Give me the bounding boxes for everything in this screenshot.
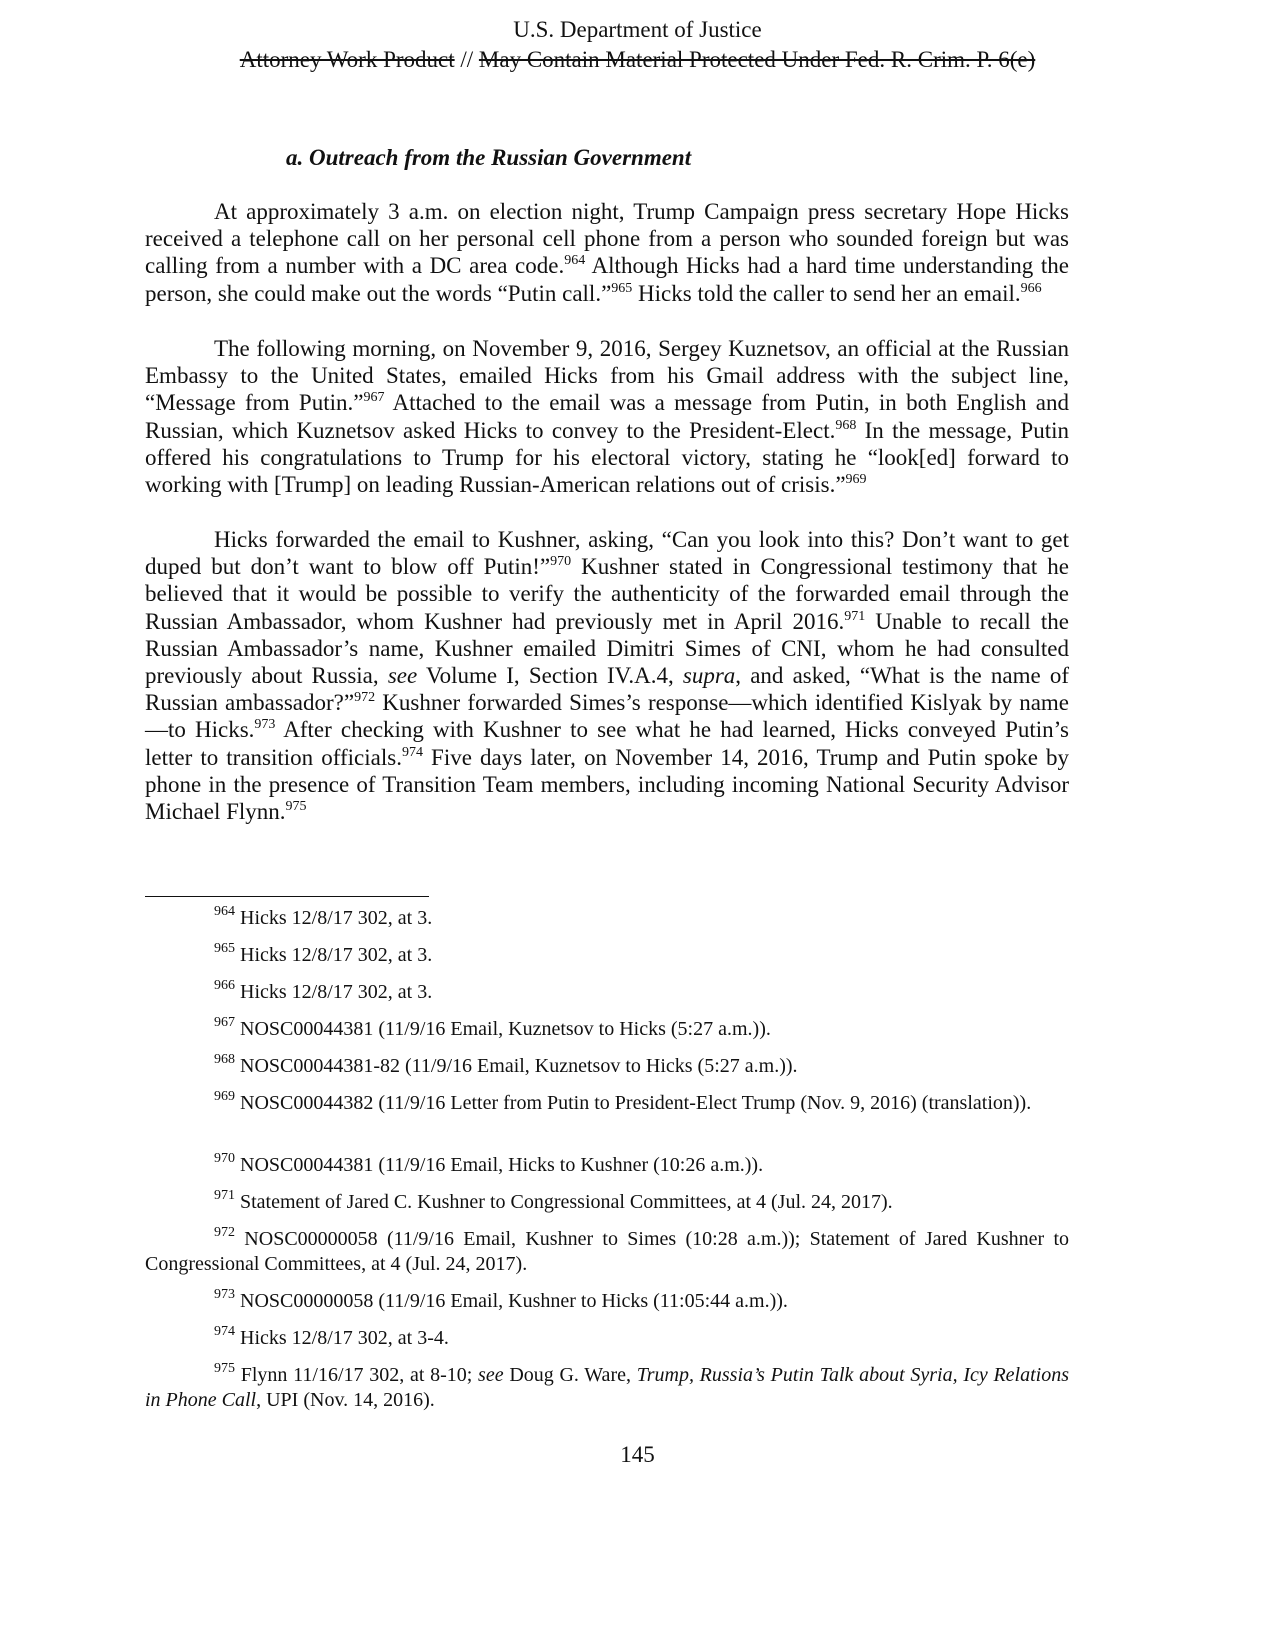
footnote-number: 972: [214, 1225, 235, 1240]
footnote-973: [145, 1289, 1069, 1314]
footnote-972: [145, 1227, 1069, 1276]
footnote-ref[interactable]: 964: [564, 253, 586, 269]
footnote-text: , UPI (Nov. 14, 2016).: [256, 1388, 435, 1411]
footnote-number: 966: [214, 978, 235, 993]
paragraph-text: Volume I, Section IV.A.4,: [417, 663, 683, 689]
header-department: U.S. Department of Justice: [513, 17, 762, 42]
footnote-ref[interactable]: 966: [1020, 280, 1042, 296]
footnote-text: Flynn 11/16/17 302, at 8-10;: [235, 1364, 479, 1386]
header-work-product-strikethrough: Attorney Work Product: [239, 47, 455, 72]
footnote-number: 965: [214, 941, 235, 956]
footnote-text: NOSC00044381 (11/9/16 Email, Kuznetsov to Hicks (5:27 a.m.)).: [235, 1018, 771, 1040]
footnote-ref[interactable]: 974: [401, 744, 423, 760]
page-number: 145: [620, 1442, 655, 1467]
footnote-text: Hicks 12/8/17 302, at 3-4.: [235, 1327, 449, 1349]
footnote-967: [145, 1017, 1069, 1042]
section-title: a. Outreach from the Russian Government: [286, 145, 692, 170]
footnote-966: [145, 980, 1069, 1005]
footnote-ref[interactable]: 968: [835, 417, 857, 433]
footnote-number: 973: [214, 1287, 235, 1302]
footnote-number: 974: [214, 1324, 235, 1339]
footnote-text: Hicks 12/8/17 302, at 3.: [235, 907, 433, 929]
footnote-975: [145, 1363, 1069, 1412]
paragraph-2: [145, 335, 1069, 498]
footnote-text: NOSC00044382 (11/9/16 Letter from Putin to President-Elect Trump (Nov. 9, 2016) (translation)).: [235, 1092, 1032, 1114]
footnote-ref[interactable]: 970: [550, 554, 572, 570]
footnote-ref[interactable]: 967: [363, 390, 385, 406]
paragraph-text: Five days later, on November 14, 2016, Trump and Putin spoke by phone in the presence of Transition Team members, including incoming National Security Advisor Michael Flynn.: [145, 744, 1070, 825]
footnote-text: NOSC00000058 (11/9/16 Email, Kushner to Simes (10:28 a.m.)); Statement of Jared Kushner to Congressional Committees, at 4 (Jul. 24, 2017).: [145, 1228, 1069, 1275]
footnote-number: 970: [214, 1151, 235, 1166]
footnote-971: [145, 1190, 1069, 1215]
footnote-text: Doug G. Ware,: [503, 1364, 637, 1386]
paragraph-text: Hicks forwarded the email to Kushner, asking, “Can you look into this? Don’t want to get duped but don’t want to blow off Putin!”: [145, 527, 1069, 580]
footnote-number: 975: [214, 1361, 235, 1376]
footnote-number: 964: [214, 904, 235, 919]
footnote-divider: [145, 896, 429, 897]
paragraph-text: The following morning, on November 9, 2016, Sergey Kuznetsov, an official at the Russian Embassy to the United States, emailed Hicks from his Gmail address with the subject line, “Message from Putin.”: [145, 336, 1069, 416]
italic-supra: supra: [682, 663, 736, 689]
footnote-text: NOSC00044381 (11/9/16 Email, Hicks to Kushner (10:26 a.m.)).: [235, 1154, 764, 1176]
footnote-text: Statement of Jared C. Kushner to Congressional Committees, at 4 (Jul. 24, 2017).: [235, 1191, 893, 1213]
paragraph-text: At approximately 3 a.m. on election night, Trump Campaign press secretary Hope Hicks received a telephone call on her personal cell phone from a person who sounded foreign but was calling from a number with a DC area code.: [145, 199, 1069, 279]
paragraph-text: In the message, Putin offered his congratulations to Trump for his electoral victory, stating he “look[ed] forward to working with [Trump] on leading Russian-American relations out of crisis.”: [145, 417, 1069, 498]
paragraph-text: Kushner forwarded Simes’s response—which identified Kislyak by name—to Hicks.: [145, 690, 1069, 743]
footnote-965: [145, 943, 1069, 968]
footnote-968: [145, 1054, 1069, 1079]
footnote-ref[interactable]: 965: [611, 280, 633, 296]
footnote-number: 971: [214, 1188, 235, 1203]
paragraph-3: [145, 526, 1069, 825]
header-classification: [0, 45, 1275, 75]
paragraph-1: [145, 198, 1069, 307]
footnote-ref[interactable]: 972: [354, 690, 376, 706]
footnote-text: NOSC00000058 (11/9/16 Email, Kushner to Hicks (11:05:44 a.m.)).: [235, 1290, 788, 1312]
footnote-964: [145, 906, 1069, 931]
footnote-text: Hicks 12/8/17 302, at 3.: [235, 981, 433, 1003]
paragraph-text: After checking with Kushner to see what he had learned, Hicks conveyed Putin’s letter to transition officials.: [145, 717, 1069, 770]
paragraph-text: , and asked, “What is the name of Russian ambassador?”: [145, 663, 1070, 716]
footnote-969: [145, 1091, 1069, 1116]
footnote-970: [145, 1153, 1069, 1178]
footnote-ref[interactable]: 973: [254, 717, 276, 733]
header-grand-jury-strikethrough: May Contain Material Protected Under Fed. R. Crim. P. 6(e): [478, 47, 1036, 72]
paragraph-text: Although Hicks had a hard time understanding the person, she could make out the words “Putin call.”: [145, 253, 1069, 306]
footnote-ref[interactable]: 969: [845, 472, 867, 488]
italic-see: see: [387, 663, 418, 689]
italic-see: see: [478, 1364, 504, 1386]
paragraph-text: Kushner stated in Congressional testimony that he believed that it would be possible to verify the authenticity of the forwarded email through the Russian Ambassador, whom Kushner had previously met in April 2016.: [145, 554, 1069, 634]
footnote-text: Hicks 12/8/17 302, at 3.: [235, 944, 433, 966]
footnote-number: 967: [214, 1015, 235, 1030]
header-separator: //: [454, 47, 479, 72]
footnote-text: NOSC00044381-82 (11/9/16 Email, Kuznetsov to Hicks (5:27 a.m.)).: [235, 1055, 798, 1077]
paragraph-text: Hicks told the caller to send her an email.: [632, 280, 1021, 306]
article-title: Trump, Russia’s Putin Talk about Syria, Icy Relations in Phone Call: [145, 1364, 1069, 1411]
paragraph-text: Unable to recall the Russian Ambassador’s name, Kushner emailed Dimitri Simes of CNI, whom he had consulted previously about Russia,: [145, 608, 1069, 689]
footnote-ref[interactable]: 975: [285, 799, 307, 815]
footnote-number: 968: [214, 1052, 235, 1067]
footnote-number: 969: [214, 1089, 235, 1104]
footnote-ref[interactable]: 971: [844, 608, 866, 624]
footnote-974: [145, 1326, 1069, 1351]
paragraph-text: Attached to the email was a message from Putin, in both English and Russian, which Kuznetsov asked Hicks to convey to the President-Elect.: [145, 390, 1069, 443]
